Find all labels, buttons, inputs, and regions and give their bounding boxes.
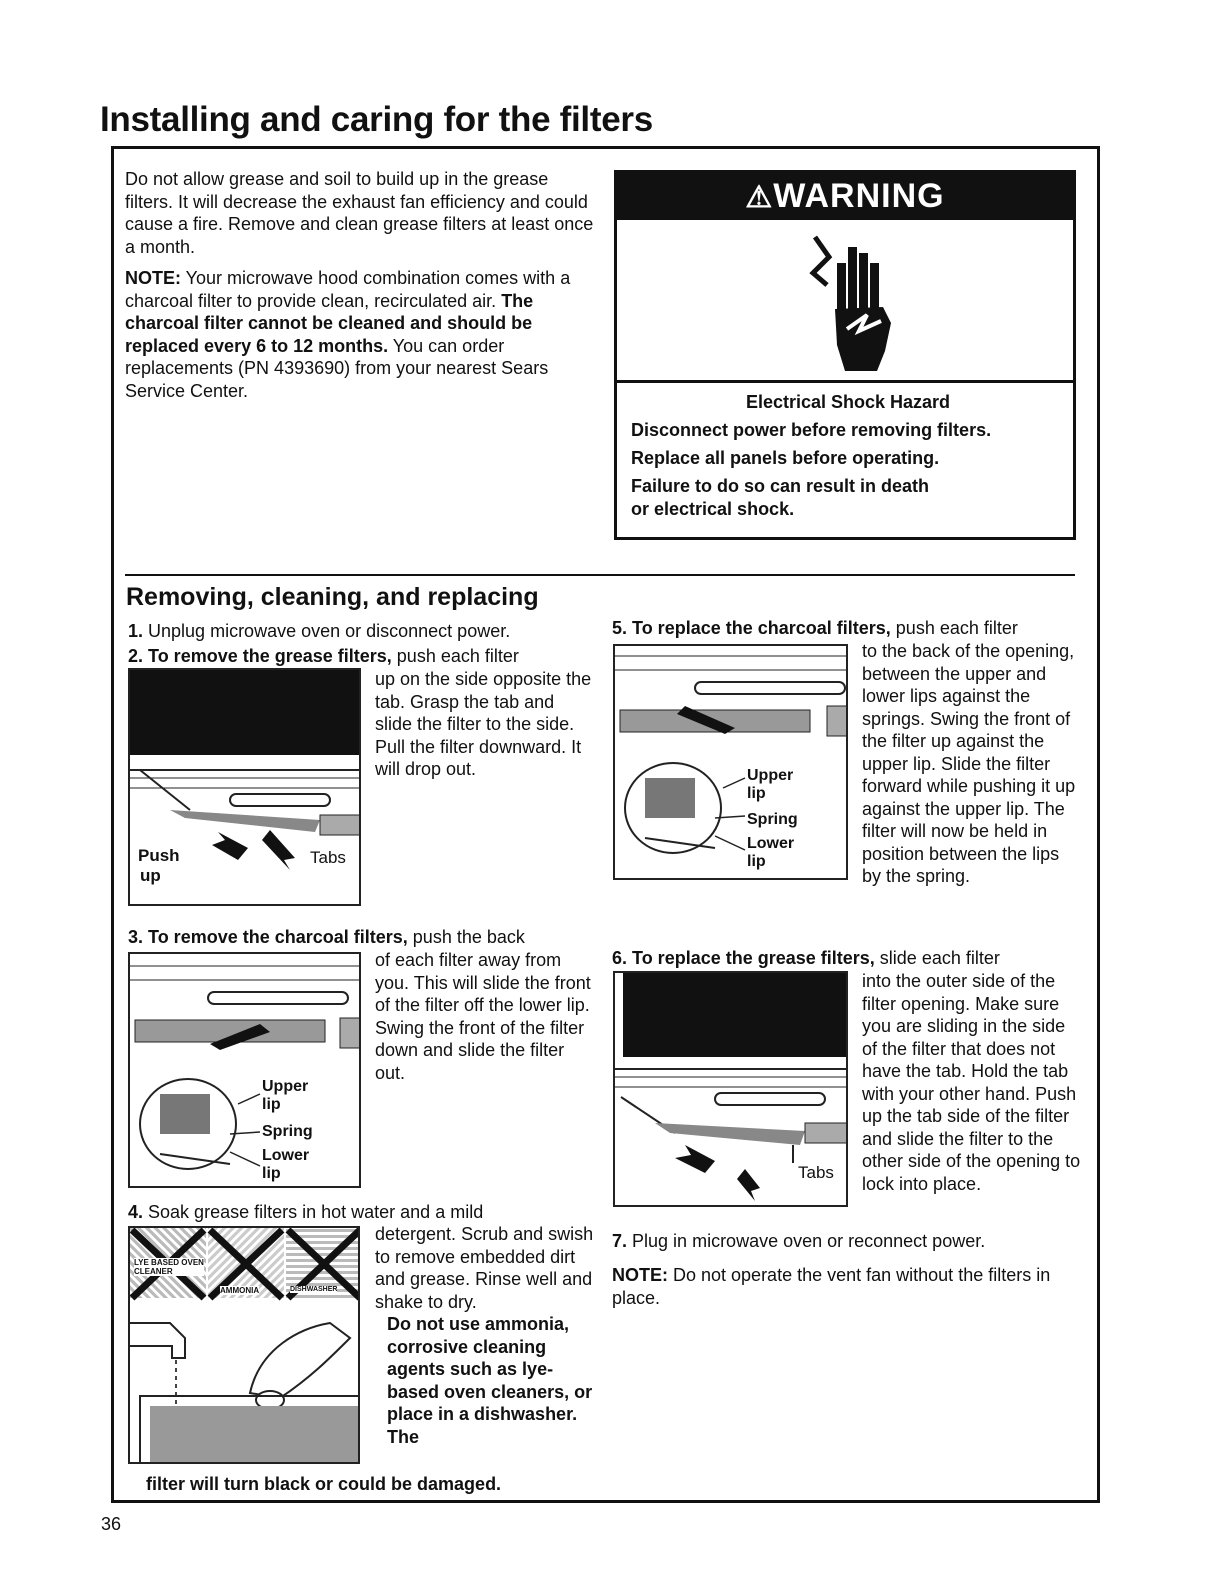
step-4-lead [128,1201,598,1224]
warning-text [631,391,1065,521]
page-number: 36 [101,1514,122,1534]
step-7 [612,1230,1082,1253]
electric-shock-hand-icon [807,233,907,373]
warning-line-1: Disconnect power before removing filters. [631,420,992,440]
charcoal-replace-diagram [615,646,848,880]
figure-remove-grease-filter [128,668,361,906]
label-upper: Upper [262,1078,309,1095]
charcoal-filter-diagram [130,954,361,1188]
warning-box [614,170,1076,540]
warning-header [617,173,1073,220]
step-4-caution-tail: filter will turn black or could be damaged. [146,1474,502,1494]
oven-cleaner-label: LYE BASED OVEN CLEANER [134,1258,204,1276]
step-3-lead [128,926,598,949]
step-bold: To remove the grease filters, [148,646,392,666]
final-note [612,1264,1082,1309]
step-text: Unplug microwave oven or disconnect power. [148,621,511,641]
label-lip: lip [262,1165,281,1182]
intro-paragraph: Do not allow grease and soil to build up in the grease filters. It will decrease the exhaust fan efficiency and could cause a fire. Remove and clean grease filters at least once a month. [125,169,594,257]
step-caution: Do not use ammonia, corrosive cleaning agents such as lye-based oven cleaners, or place in a dishwasher. The [387,1314,593,1447]
step-number: 3. [128,927,144,947]
dishwasher-label: DISHWASHER [290,1286,338,1293]
section-divider [125,574,1075,576]
figure-replace-charcoal-filter [613,644,848,880]
label-spring: Spring [747,811,798,828]
label-tabs: Tabs [798,1163,834,1182]
step-number: 2. [128,646,144,666]
step-5-continuation: to the back of the opening, between the upper and lower lips against the springs. Swing the front of the filter up against the upper lip. Slide the filter forward while pushing it up against the upper lip. The filter will now be held in position between the lips by the spring. [862,641,1076,886]
step-5-lead [612,617,1082,640]
hazard-title: Electrical Shock Hazard [745,392,951,412]
intro-note [125,267,600,402]
step-text: push each filter [391,646,519,666]
figure-soak-filters [128,1226,360,1464]
label-lip: lip [262,1096,281,1113]
step-number: 6. [612,948,628,968]
warning-line-4: or electrical shock. [631,499,795,519]
step-bold: To replace the charcoal filters, [632,618,891,638]
label-up: up [140,866,161,885]
label-lip: lip [747,853,766,870]
step-4-continuation [375,1223,595,1448]
step-text: Plug in microwave oven or reconnect power. [632,1231,986,1251]
step-number: 4. [128,1202,144,1222]
label-lower: Lower [262,1147,310,1164]
step-2-continuation: up on the side opposite the tab. Grasp the tab and slide the filter to the side. Pull the filter downward. It will drop out. [375,669,592,779]
warning-label: WARNING [773,177,945,215]
step-number: 1. [128,621,144,641]
step-3-continuation: of each filter away from you. This will slide the front of the filter off the lower lip. Swing the front of the filter down and slide the filter out. [375,950,591,1083]
label-spring: Spring [262,1123,313,1140]
label-lip: lip [747,785,766,802]
step-text: slide each filter [874,948,1000,968]
step-1 [128,620,598,643]
step-6-continuation: into the outer side of the filter opening. Make sure you are sliding in the side of the filter that does not have the tab. Hold the tab with your other hand. Push up the tab side of the filter and slide the filter to the other side of the opening to lock into place. [862,971,1081,1194]
note-label: NOTE: [612,1265,668,1285]
note-bold: The charcoal filter cannot be cleaned and should be replaced every 6 to 12 months. [125,290,534,356]
note-tail: You can order replacements (PN 4393690) from your nearest Sears Service Center. [125,335,549,401]
grease-filter-diagram [130,670,361,906]
step-bold: To remove the charcoal filters, [148,927,408,947]
step-6-lead [612,947,1082,970]
step-text: push the back [407,927,525,947]
warning-triangle-icon: ⚠ [745,181,774,214]
step-number: 7. [612,1231,628,1251]
step-number: 5. [612,618,628,638]
warning-line-3: Failure to do so can result in death [631,476,930,496]
note-text: Do not operate the vent fan without the filters in place. [612,1265,1051,1308]
ammonia-label: AMMONIA [220,1286,260,1295]
label-upper: Upper [747,767,794,784]
note-label: NOTE: [125,268,181,288]
intro-section [125,168,600,402]
step-text: push each filter [890,618,1018,638]
label-lower: Lower [747,835,795,852]
page-title: Installing and caring for the filters [100,100,653,139]
label-tabs: Tabs [310,848,346,867]
warning-divider [617,380,1073,383]
step-text: Soak grease filters in hot water and a mild [148,1202,484,1222]
figure-replace-grease-filter [613,971,848,1207]
step-text: detergent. Scrub and swish to remove embedded dirt and grease. Rinse well and shake to dry. [375,1224,594,1312]
step-2-lead [128,645,598,668]
warning-line-2: Replace all panels before operating. [631,448,940,468]
figure-remove-charcoal-filter [128,952,361,1188]
step-bold: To replace the grease filters, [632,948,875,968]
label-push: Push [138,846,180,865]
section-heading: Removing, cleaning, and replacing [126,583,539,611]
note-text: Your microwave hood combination comes with a charcoal filter to provide clean, recirculated air. [125,268,571,311]
